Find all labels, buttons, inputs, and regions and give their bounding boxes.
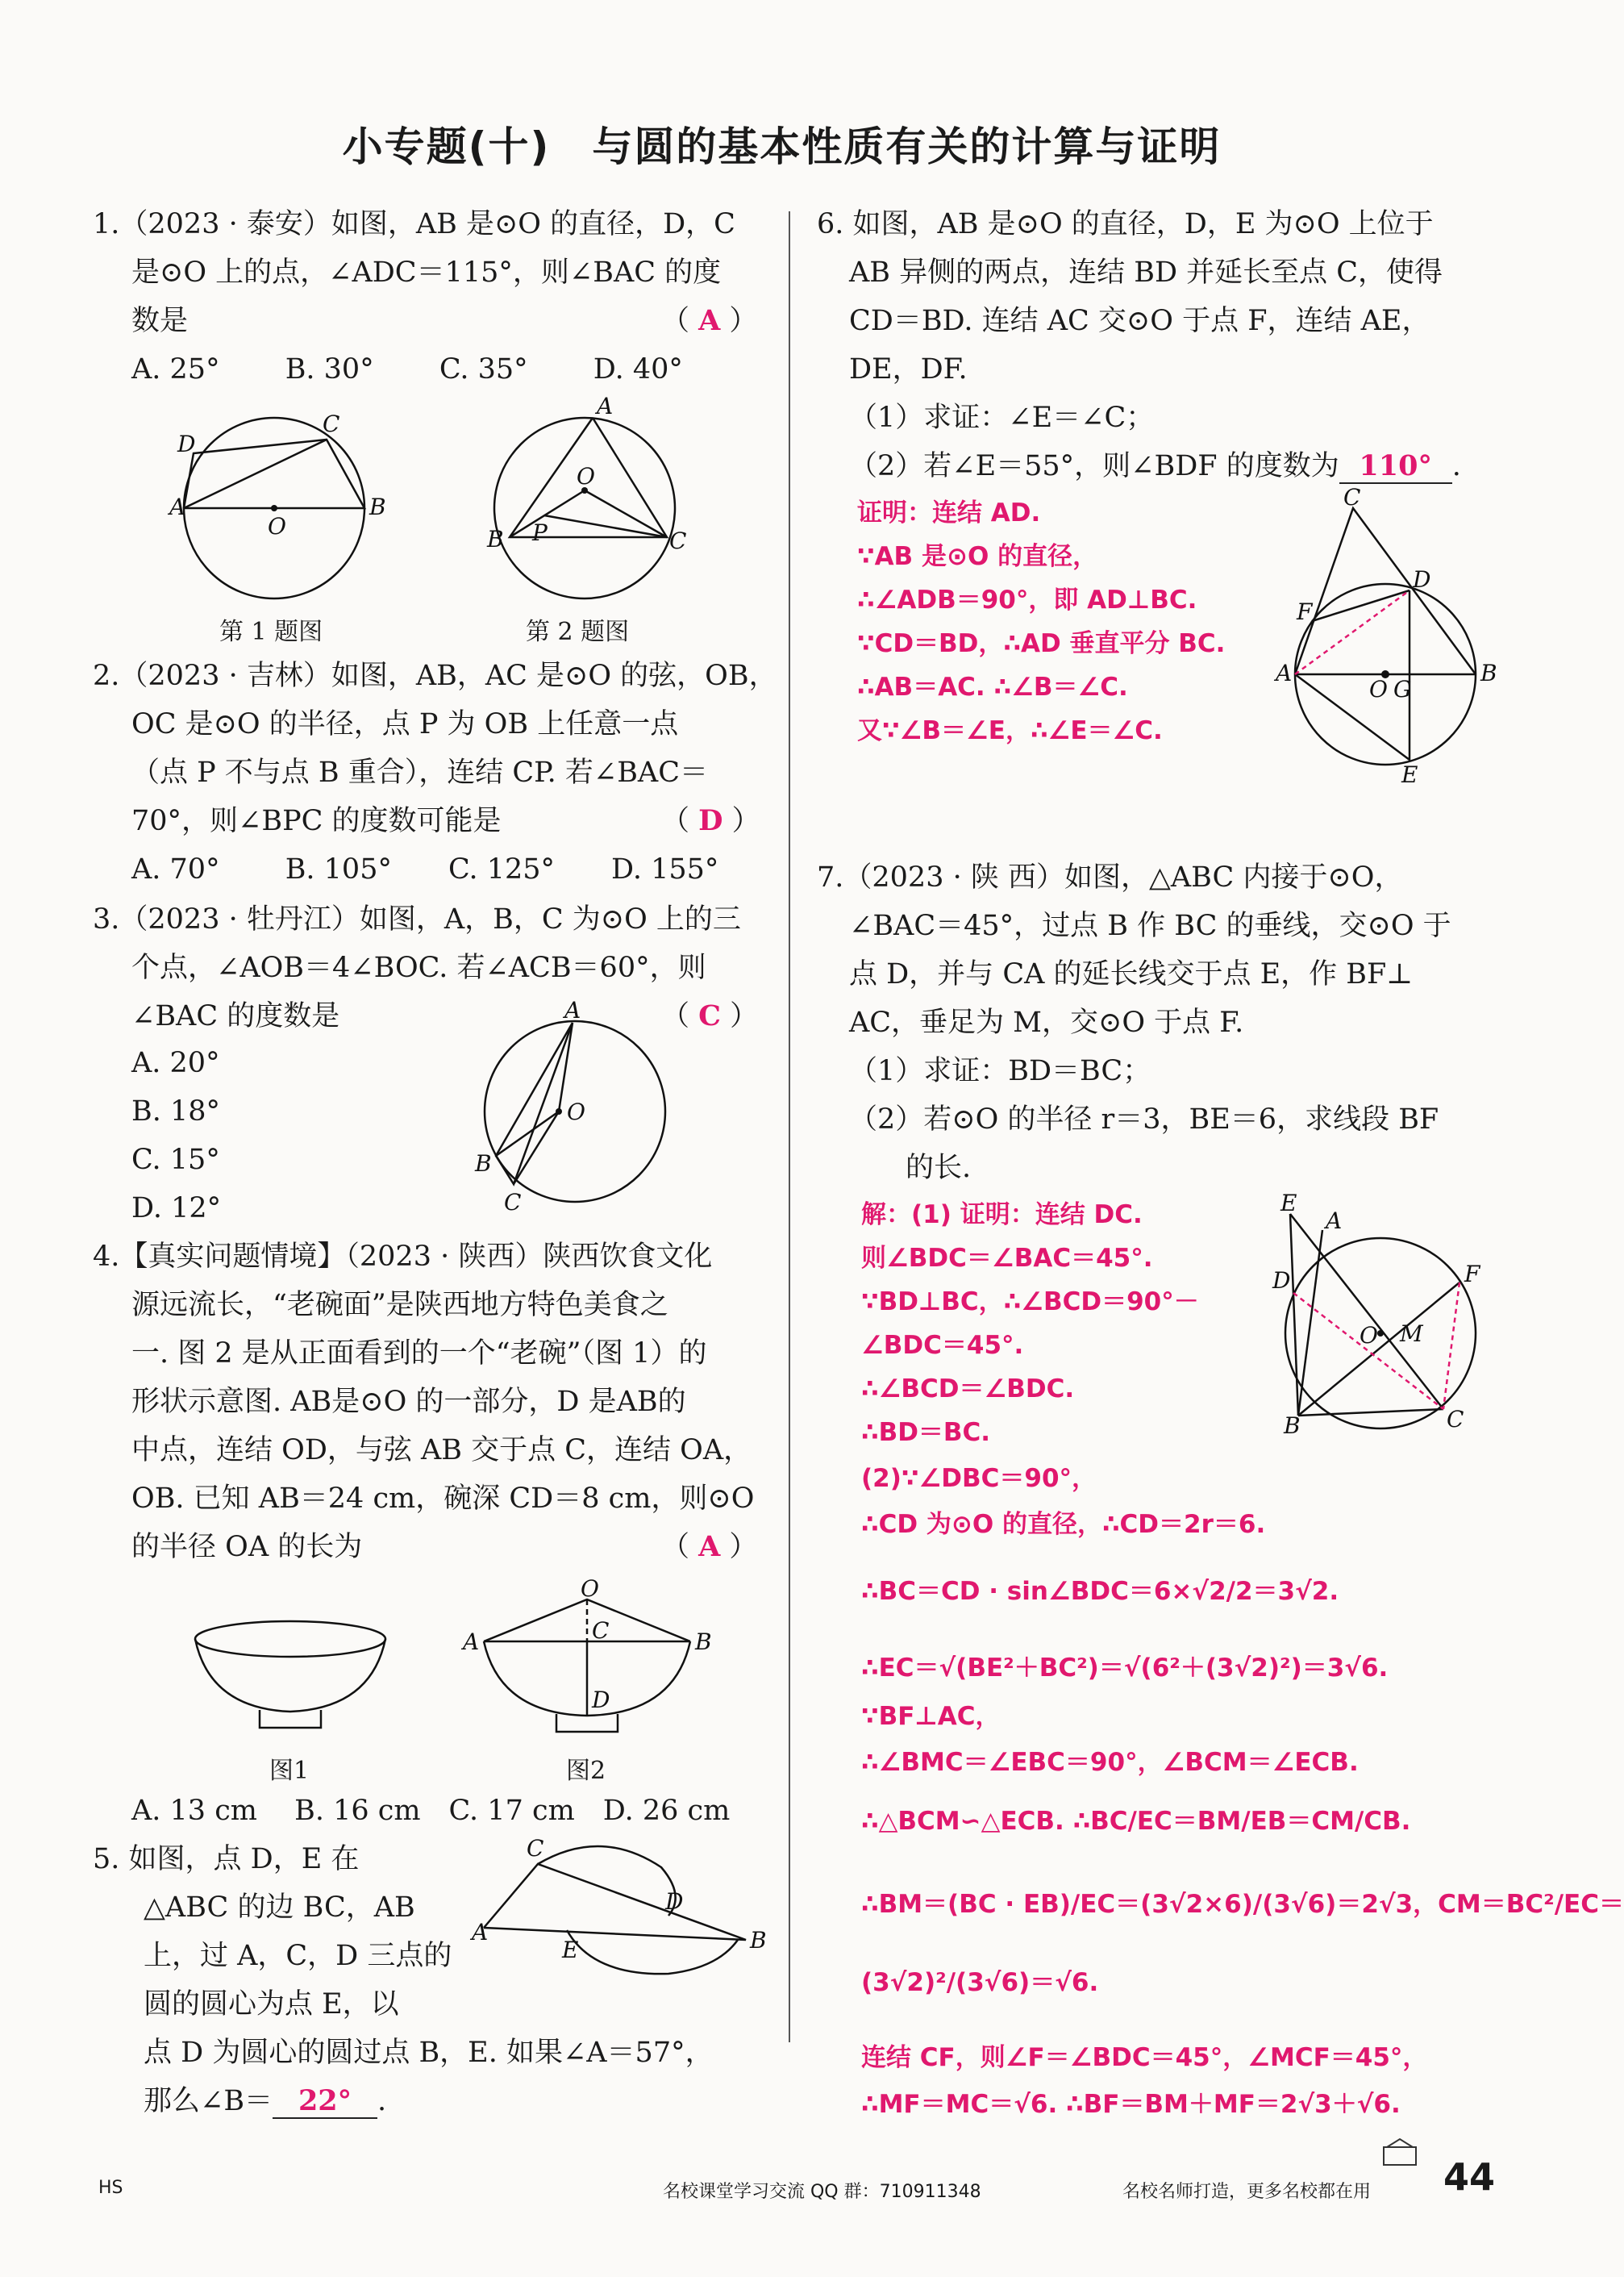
svg-text:E: E <box>562 1937 579 1963</box>
svg-text:C: C <box>1447 1406 1464 1433</box>
q7-line-1: 7.（2023 · 陕 西）如图，△ABC 内接于⊙O， <box>817 861 1403 894</box>
q3-option-c: C. 15° <box>131 1144 220 1176</box>
svg-text:D: D <box>592 1687 610 1713</box>
q7-sol-16: 连结 CF，则∠F＝∠BDC＝45°，∠MCF＝45°， <box>861 2043 1428 2072</box>
figure-q7 <box>1264 1190 1506 1440</box>
q7-sol-10: ∴EC＝√(BE²＋BC²)＝√(6²＋(3√2)²)＝3√6. <box>861 1654 1389 1683</box>
svg-text:A: A <box>564 997 581 1024</box>
q7-sol-12: ∴∠BMC＝∠EBC＝90°，∠BCM＝∠ECB. <box>861 1748 1359 1777</box>
q6-sol-5: ∴AB＝AC. ∴∠B＝∠C. <box>857 673 1128 702</box>
q6-sol-1: 证明：连结 AD. <box>857 498 1041 528</box>
q1-options: A. 25° B. 30° C. 35° D. 40° <box>131 353 683 386</box>
q1-answer: （ A ） <box>661 304 758 337</box>
q7-sol-4: ∠BDC＝45°. <box>861 1331 1024 1360</box>
bowl-foot <box>260 1710 321 1728</box>
center-dot <box>556 1108 562 1115</box>
footer-slogan: 名校名师打造，更多名校都在用 <box>1122 2182 1372 2202</box>
figure-q2 <box>476 394 693 603</box>
q5-line-6: 那么∠B＝ 22° . <box>144 2084 387 2117</box>
segment-dc-dashed <box>1293 1293 1443 1409</box>
svg-text:B: B <box>1480 660 1497 686</box>
q1-line-2: 是⊙O 上的点，∠ADC＝115°，则∠BAC 的度 <box>131 256 722 289</box>
svg-text:B: B <box>750 1927 767 1954</box>
svg-text:O: O <box>1369 676 1388 703</box>
q1-line-1: 1.（2023 · 泰安）如图，AB 是⊙O 的直径，D，C <box>93 208 735 240</box>
svg-text:A: A <box>1276 660 1293 686</box>
q7-sol-15: (3√2)²/(3√6)＝√6. <box>861 1968 1099 1997</box>
svg-text:G: G <box>1393 676 1412 703</box>
q5-line-6-text: 那么∠B＝ <box>144 2085 273 2117</box>
q6-line-2: AB 异侧的两点，连结 BD 并延长至点 C，使得 <box>849 256 1443 289</box>
svg-text:B: B <box>475 1150 492 1177</box>
center-dot <box>1377 1330 1384 1337</box>
q7-line-4: AC，垂足为 M，交⊙O 于点 F. <box>849 1007 1244 1039</box>
q4-line-4: 形状示意图. AB是⊙O 的一部分，D 是AB的 <box>131 1386 686 1418</box>
svg-text:D: D <box>1272 1267 1291 1294</box>
svg-text:M: M <box>1400 1320 1423 1347</box>
quadrilateral-adcb <box>184 440 364 508</box>
figure-q5 <box>472 1835 767 1984</box>
q1-line-3: 数是 <box>131 305 189 337</box>
q4-options: A. 13 cm B. 16 cm C. 17 cm D. 26 cm <box>131 1795 731 1827</box>
q7-line-3: 点 D，并与 CA 的延长线交于点 E，作 BF⊥ <box>849 958 1414 990</box>
segment-bc <box>1298 1409 1443 1416</box>
fig2-caption: 第 2 题图 <box>526 618 630 646</box>
svg-text:B: B <box>487 526 504 553</box>
q3-option-a: A. 20° <box>131 1047 220 1079</box>
svg-text:C: C <box>669 528 687 554</box>
triangle-abc <box>484 1864 746 1940</box>
q4-answer-value: A <box>698 1530 721 1563</box>
footer-code: HS <box>98 2178 123 2198</box>
q3-line-1: 3.（2023 · 牡丹江）如图，A，B，C 为⊙O 上的三 <box>93 903 741 936</box>
center-dot <box>271 505 277 511</box>
segment-ec <box>1290 1214 1443 1409</box>
q7-line-7: 的长. <box>849 1152 972 1184</box>
figure-q1 <box>161 395 403 605</box>
figure-bowl-2 <box>452 1575 726 1746</box>
q5-line-5: 点 D 为圆心的圆过点 B，E. 如果∠A＝57°， <box>144 2037 714 2069</box>
q6-sol-2: ∵AB 是⊙O 的直径， <box>857 542 1098 571</box>
svg-text:O: O <box>581 1575 599 1602</box>
q3-option-b: B. 18° <box>131 1095 221 1128</box>
q5-line-3: 上，过 A，C，D 三点的 <box>144 1940 452 1972</box>
q6-line-6-text: （2）若∠E＝55°，则∠BDF 的度数为 <box>849 450 1339 482</box>
segments-ac-cb <box>1295 508 1476 674</box>
q6-sol-3: ∴∠ADB＝90°，即 AD⊥BC. <box>857 586 1197 615</box>
q4-line-6: OB. 已知 AB＝24 cm，碗深 CD＝8 cm，则⊙O <box>131 1483 755 1515</box>
svg-text:O: O <box>1360 1322 1378 1349</box>
q6-line-1: 6. 如图，AB 是⊙O 的直径，D，E 为⊙O 上位于 <box>817 208 1434 240</box>
logo-icon <box>1380 2136 1419 2168</box>
svg-text:A: A <box>1326 1207 1343 1234</box>
bowl1-caption: 图1 <box>269 1757 310 1785</box>
q4-line-5: 中点，连结 OD，与弦 AB 交于点 C，连结 OA， <box>131 1434 752 1466</box>
page-number: 44 <box>1443 2155 1496 2199</box>
q7-line-6: （2）若⊙O 的半径 r＝3，BE＝6，求线段 BF <box>849 1103 1439 1136</box>
column-divider <box>789 211 790 2042</box>
svg-text:E: E <box>1401 761 1418 788</box>
svg-text:P: P <box>532 519 548 546</box>
q5-line-1: 5. 如图，点 D，E 在 <box>93 1843 360 1875</box>
fig1-caption: 第 1 题图 <box>219 618 323 646</box>
bowl2-caption: 图2 <box>566 1757 606 1785</box>
q7-sol-7: (2)∵∠DBC＝90°， <box>861 1464 1097 1493</box>
svg-text:F: F <box>1297 598 1313 625</box>
q2-line-3: （点 P 不与点 B 重合），连结 CP. 若∠BAC＝ <box>131 757 708 789</box>
svg-text:C: C <box>1343 484 1361 511</box>
svg-text:F: F <box>1464 1261 1480 1287</box>
q3-line-2: 个点，∠AOB＝4∠BOC. 若∠ACB＝60°，则 <box>131 952 706 984</box>
q7-sol-1: 解：(1) 证明：连结 DC. <box>861 1200 1143 1229</box>
svg-text:D: D <box>177 431 196 457</box>
q7-sol-2: 则∠BDC＝∠BAC＝45°. <box>861 1244 1153 1273</box>
q3-answer-value: C <box>698 999 721 1032</box>
q3-option-d: D. 12° <box>131 1192 222 1224</box>
circle-d-arc <box>567 1930 738 1974</box>
q6-sol-4: ∵CD＝BD，∴AD 垂直平分 BC. <box>857 629 1226 658</box>
q2-line-1: 2.（2023 · 吉林）如图，AB，AC 是⊙O 的弦，OB， <box>93 660 777 692</box>
q4-answer: （ A ） <box>661 1530 758 1563</box>
svg-text:C: C <box>592 1617 610 1644</box>
svg-text:B: B <box>1284 1412 1301 1439</box>
footer-qq-group: 名校课堂学习交流 QQ 群：710911348 <box>663 2182 981 2202</box>
q4-line-7: 的半径 OA 的长为 <box>131 1531 363 1563</box>
q2-line-4: 70°，则∠BPC 的度数可能是 <box>131 805 502 837</box>
q7-sol-11: ∵BF⊥AC， <box>861 1702 1001 1731</box>
q5-line-2: △ABC 的边 BC，AB <box>144 1891 415 1924</box>
q6-line-6: （2）若∠E＝55°，则∠BDF 的度数为 110° . <box>849 449 1461 482</box>
circle-e-arc <box>538 1846 676 1916</box>
q4-line-3: 一. 图 2 是从正面看到的一个“老碗”（图 1）的 <box>131 1337 707 1370</box>
svg-text:A: A <box>169 494 186 520</box>
svg-text:D: D <box>1413 566 1431 593</box>
bowl-rim <box>195 1621 385 1657</box>
q5-line-4: 圆的圆心为点 E，以 <box>144 1988 399 2021</box>
page-title: 小专题(十) 与圆的基本性质有关的计算与证明 <box>342 123 1222 170</box>
q7-sol-13: ∴△BCM∽△ECB. ∴BC/EC＝BM/EB＝CM/CB. <box>861 1807 1411 1836</box>
svg-text:C: C <box>527 1835 544 1862</box>
q6-line-5: （1）求证：∠E＝∠C； <box>849 402 1155 434</box>
figure-q6 <box>1274 484 1500 789</box>
svg-text:C: C <box>504 1189 522 1216</box>
q3-answer: （ C ） <box>661 999 759 1032</box>
q6-sol-6: 又∵∠B＝∠E，∴∠E＝∠C. <box>857 716 1163 745</box>
q6-line-4: DE，DF. <box>849 353 968 386</box>
svg-text:E: E <box>1280 1190 1297 1216</box>
segment-ba <box>1298 1230 1322 1416</box>
q7-sol-8: ∴CD 为⊙O 的直径，∴CD＝2r＝6. <box>861 1510 1266 1539</box>
segment-eb <box>1290 1214 1298 1416</box>
q7-line-2: ∠BAC＝45°，过点 B 作 BC 的垂线，交⊙O 于 <box>849 910 1451 942</box>
q7-sol-14: ∴BM＝(BC · EB)/EC＝(3√2×6)/(3√6)＝2√3，CM＝BC²/EC＝ <box>861 1890 1624 1919</box>
svg-text:O: O <box>268 513 286 540</box>
q2-options: A. 70° B. 105° C. 125° D. 155° <box>131 853 719 886</box>
q2-line-2: OC 是⊙O 的半径，点 P 为 OB 上任意一点 <box>131 708 679 740</box>
q6-line-3: CD＝BD. 连结 AC 交⊙O 于点 F，连结 AE， <box>849 305 1430 337</box>
q3-line-3: ∠BAC 的度数是 <box>131 1000 340 1032</box>
bowl-foot <box>556 1714 618 1732</box>
svg-text:B: B <box>695 1629 712 1655</box>
svg-text:C: C <box>323 411 340 437</box>
q7-line-5: （1）求证：BD＝BC； <box>849 1055 1151 1087</box>
svg-text:A: A <box>472 1919 489 1945</box>
q7-sol-17: ∴MF＝MC＝√6. ∴BF＝BM＋MF＝2√3＋√6. <box>861 2090 1401 2119</box>
q7-sol-3: ∵BD⊥BC，∴∠BCD＝90°－ <box>861 1287 1199 1316</box>
svg-text:D: D <box>665 1888 684 1915</box>
bowl-body <box>195 1639 385 1712</box>
svg-text:A: A <box>463 1629 480 1655</box>
q1-answer-value: A <box>698 304 721 337</box>
svg-text:O: O <box>567 1099 585 1125</box>
q4-line-1: 4.【真实问题情境】（2023 · 陕西）陕西饮食文化 <box>93 1241 713 1273</box>
q4-line-2: 源远流长，“老碗面”是陕西地方特色美食之 <box>131 1289 668 1321</box>
q2-answer-value: D <box>698 804 723 837</box>
q5-answer-value: 22° <box>273 2085 377 2119</box>
svg-text:O: O <box>577 463 595 490</box>
svg-text:A: A <box>597 393 614 419</box>
q7-sol-6: ∴BD＝BC. <box>861 1418 991 1447</box>
q2-answer: （ D ） <box>661 804 760 837</box>
q6-answer-value: 110° <box>1339 450 1452 484</box>
q7-sol-5: ∴∠BCD＝∠BDC. <box>861 1374 1075 1403</box>
figure-q3 <box>464 992 681 1226</box>
segment-bf <box>1298 1282 1460 1416</box>
figure-bowl-1 <box>177 1613 403 1742</box>
svg-text:B: B <box>369 494 386 520</box>
q7-sol-9: ∴BC＝CD · sin∠BDC＝6×√2/2＝3√2. <box>861 1577 1339 1606</box>
